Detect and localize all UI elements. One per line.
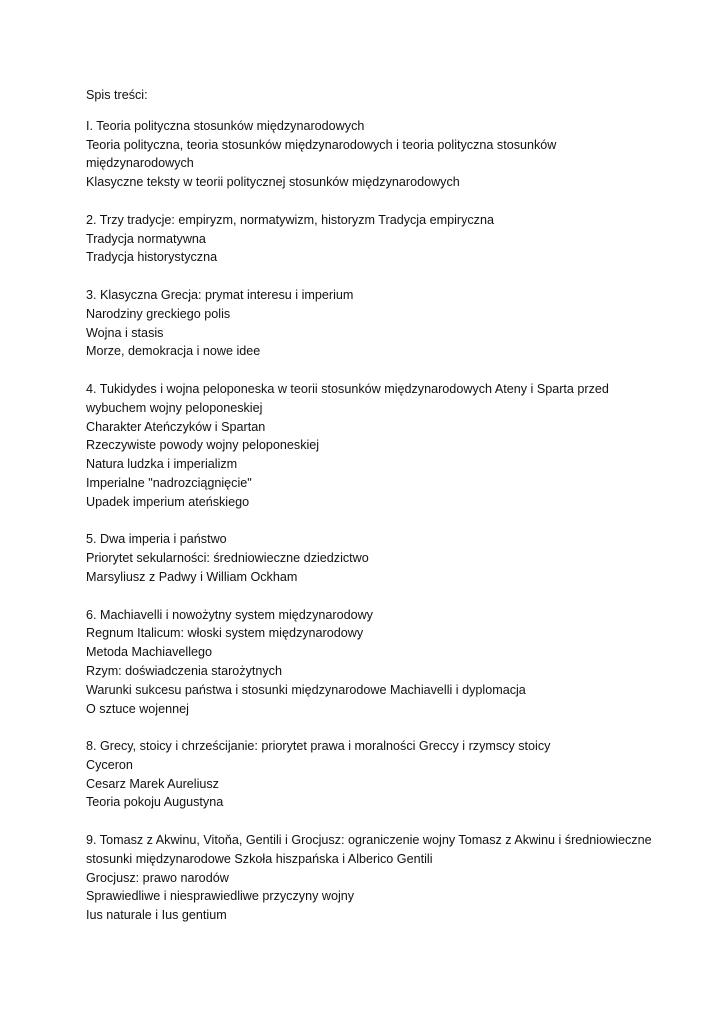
toc-line: Rzeczywiste powody wojny peloponeskiej (86, 438, 320, 453)
toc-line: Warunki sukcesu państwa i stosunki międzynarodowe Machiavelli i dyplomacja (86, 682, 526, 697)
toc-line: Priorytet sekularności: średniowieczne dziedzictwo (86, 551, 369, 566)
toc-section-9 (86, 831, 666, 925)
toc-line: Marsyliusz z Padwy i William Ockham (86, 569, 298, 584)
toc-section-3 (86, 286, 666, 361)
toc-section-1 (86, 117, 666, 192)
toc-line: I. Teoria polityczna stosunków międzynarodowych (86, 118, 365, 133)
toc-section-2 (86, 211, 666, 267)
toc-line: Cyceron (86, 757, 133, 772)
toc-line: Narodziny greckiego polis (86, 306, 231, 321)
toc-section-4 (86, 380, 666, 512)
toc-line: Metoda Machiavellego (86, 645, 213, 660)
toc-line: 8. Grecy, stoicy i chrześcijanie: priorytet prawa i moralności Greccy i rzymscy stoicy (86, 739, 551, 754)
document-page (86, 86, 666, 944)
toc-line: 9. Tomasz z Akwinu, Vitoňa, Gentili i Grocjusz: ograniczenie wojny Tomasz z Akwinu i średniowieczne (86, 833, 652, 848)
toc-line: Morze, demokracja i nowe idee (86, 344, 261, 359)
toc-line: Tradycja normatywna (86, 231, 206, 246)
toc-line: Grocjusz: prawo narodów (86, 870, 229, 885)
toc-line: stosunki międzynarodowe Szkoła hiszpańska i Alberico Gentili (86, 851, 433, 866)
toc-line: 3. Klasyczna Grecja: prymat interesu i imperium (86, 287, 354, 302)
toc-section-6 (86, 606, 666, 719)
toc-line: Ius naturale i Ius gentium (86, 908, 227, 923)
toc-line: 6. Machiavelli i nowożytny system międzynarodowy (86, 607, 373, 622)
toc-section-5 (86, 530, 666, 586)
toc-line: 5. Dwa imperia i państwo (86, 532, 227, 547)
toc-line: Natura ludzka i imperializm (86, 457, 238, 472)
toc-line: Teoria pokoju Augustyna (86, 795, 224, 810)
toc-line: 2. Trzy tradycje: empiryzm, normatywizm, historyzm Tradycja empiryczna (86, 212, 494, 227)
toc-line: Cesarz Marek Aureliusz (86, 776, 219, 791)
toc-line: O sztuce wojennej (86, 701, 189, 716)
toc-section-8 (86, 737, 666, 812)
toc-line: Rzym: doświadczenia starożytnych (86, 663, 282, 678)
toc-line: wybuchem wojny peloponeskiej (86, 400, 263, 415)
toc-line: Teoria polityczna, teoria stosunków międzynarodowych i teoria polityczna stosunków (86, 137, 557, 152)
toc-line: Klasyczne teksty w teorii politycznej stosunków międzynarodowych (86, 175, 460, 190)
toc-title: Spis treści: (86, 88, 148, 102)
toc-line: Imperialne "nadrozciągnięcie" (86, 475, 252, 490)
toc-line: 4. Tukidydes i wojna peloponeska w teorii stosunków międzynarodowych Ateny i Sparta przed (86, 381, 609, 396)
toc-line: Regnum Italicum: włoski system międzynarodowy (86, 626, 364, 641)
toc-line: Charakter Ateńczyków i Spartan (86, 419, 266, 434)
toc-line: Upadek imperium ateńskiego (86, 494, 250, 509)
toc-line: Tradycja historystyczna (86, 250, 218, 265)
toc-line: międzynarodowych (86, 156, 194, 171)
toc-line: Wojna i stasis (86, 325, 164, 340)
toc-line: Sprawiedliwe i niesprawiedliwe przyczyny wojny (86, 889, 355, 904)
